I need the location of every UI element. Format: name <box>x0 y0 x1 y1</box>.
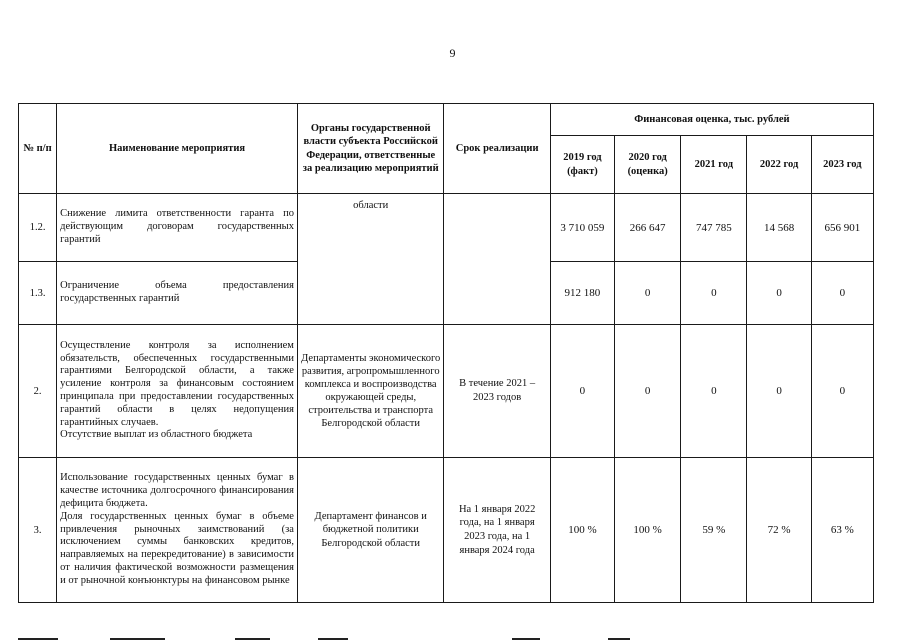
header-term: Срок реализации <box>444 104 550 194</box>
row-num: 1.3. <box>19 262 57 325</box>
scan-edge-marks <box>0 636 905 640</box>
header-name: Наименование мероприятия <box>57 104 298 194</box>
row-name <box>57 458 298 603</box>
row-num: 2. <box>19 325 57 458</box>
header-bodies: Органы государственной власти субъекта Российской Федерации, ответственные за реализацию мероприятий <box>297 104 444 194</box>
row-value: 14 568 <box>747 194 811 262</box>
row-value: 0 <box>811 262 873 325</box>
row-value: 0 <box>747 325 811 458</box>
header-year: 2020 год (оценка) <box>615 136 681 194</box>
header-year: 2022 год <box>747 136 811 194</box>
row-value: 266 647 <box>615 194 681 262</box>
row-value: 0 <box>747 262 811 325</box>
table-row <box>19 325 874 458</box>
row-term: На 1 января 2022 года, на 1 января 2023 года, на 1 января 2024 года <box>444 458 550 603</box>
row-name: Ограничение объема предоставления государственных гарантий <box>57 262 298 325</box>
header-year: 2021 год <box>681 136 747 194</box>
table-row <box>19 194 874 262</box>
row-num: 3. <box>19 458 57 603</box>
row-value: 747 785 <box>681 194 747 262</box>
row-bodies: области <box>297 194 444 325</box>
header-num: № п/п <box>19 104 57 194</box>
row-value: 3 710 059 <box>550 194 614 262</box>
row-name-extra: Отсутствие выплат из областного бюджета <box>60 429 253 441</box>
page-number: 9 <box>449 46 456 60</box>
row-term: В течение 2021 – 2023 годов <box>444 325 550 458</box>
row-value: 0 <box>550 325 614 458</box>
measures-table <box>18 103 874 603</box>
row-value: 656 901 <box>811 194 873 262</box>
header-year: 2023 год <box>811 136 873 194</box>
table-row <box>19 458 874 603</box>
row-value: 912 180 <box>550 262 614 325</box>
row-value: 0 <box>681 325 747 458</box>
row-value: 63 % <box>811 458 873 603</box>
row-term <box>444 194 550 325</box>
header-year: 2019 год (факт) <box>550 136 614 194</box>
row-value: 0 <box>615 325 681 458</box>
row-bodies: Департамент финансов и бюджетной политики Белгородской области <box>297 458 444 603</box>
row-value: 100 % <box>615 458 681 603</box>
row-name: Снижение лимита ответственности гаранта по действующим договорам государственных гарантий <box>57 194 298 262</box>
row-name-extra: Доля государственных ценных бумаг в объеме привлечения рыночных заимствований (за исключением суммы банковских кредитов, направляемых на перекредитование) в зависимости от наличия фактической возможности размещения и от рыночной конъюнктуры на финансовом рынке <box>60 510 294 586</box>
row-value: 0 <box>681 262 747 325</box>
row-name-text: Осуществление контроля за исполнением обязательств, обеспеченных государственными гарантиями Белгородской области, а также усиление контроля за финансовым состоянием принципала при предоставлении государственных гарантий области в целях недопущения гарантийных случаев. <box>60 339 294 428</box>
row-value: 72 % <box>747 458 811 603</box>
row-value: 59 % <box>681 458 747 603</box>
row-value: 0 <box>811 325 873 458</box>
row-value: 0 <box>615 262 681 325</box>
row-num: 1.2. <box>19 194 57 262</box>
header-finance: Финансовая оценка, тыс. рублей <box>550 104 873 136</box>
row-bodies: Департаменты экономического развития, агропромышленного комплекса и воспроизводства окружающей среды, строительства и транспорта Белгородской области <box>297 325 444 458</box>
row-value: 100 % <box>550 458 614 603</box>
row-name <box>57 325 298 458</box>
row-name-text: Использование государственных ценных бумаг в качестве источника долгосрочного финансирования дефицита бюджета. <box>60 472 294 509</box>
